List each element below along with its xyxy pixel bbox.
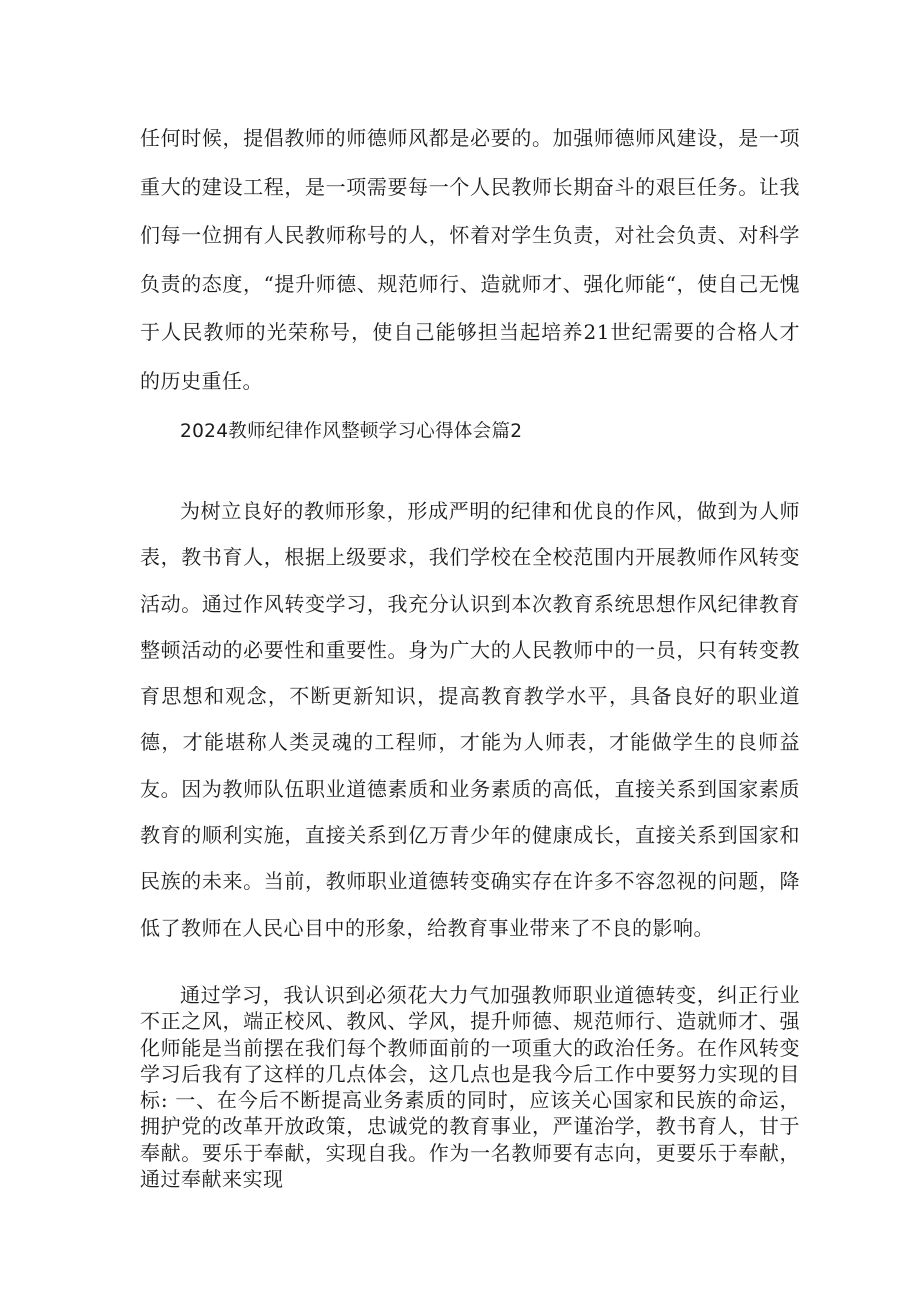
- paragraph-1: 任何时候，提倡教师的师德师风都是必要的。加强师德师风建设，是一项重大的建设工程，是一项需要每一个人民教师长期奋斗的艰巨任务。让我们每一位拥有人民教师称号的人，怀着对学生负责，对社会负责、对科学负责的态度，“提升师德、规范师行、造就师才、强化师能“，使自己无愧于人民教师的光荣称号，使自己能够担当起培养21世纪需要的合格人才的历史重任。: [140, 126, 800, 393]
- paragraph-2: 为树立良好的教师形象，形成严明的纪律和优良的作风，做到为人师表，教书育人，根据上级要求，我们学校在全校范围内开展教师作风转变活动。通过作风转变学习，我充分认识到本次教育系统思想作风纪律教育整顿活动的必要性和重要性。身为广大的人民教师中的一员，只有转变教育思想和观念，不断更新知识，提高教育教学水平，具备良好的职业道德，才能堪称人类灵魂的工程师，才能为人师表，才能做学生的良师益友。因为教师队伍职业道德素质和业务素质的高低，直接关系到国家素质教育的顺利实施，直接关系到亿万青少年的健康成长，直接关系到国家和民族的未来。当前，教师职业道德转变确实存在许多不容忽视的问题，降低了教师在人民心目中的形象，给教育事业带来了不良的影响。: [140, 499, 800, 940]
- section-heading: 2024教师纪律作风整顿学习心得体会篇2: [180, 421, 523, 442]
- paragraph-3: 通过学习，我认识到必须花大力气加强教师职业道德转变，纠正行业不正之风，端正校风、教风、学风，提升师德、规范师行、造就师才、强化师能是当前摆在我们每个教师面前的一项重大的政治任务。在作风转变学习后我有了这样的几点体会，这几点也是我今后工作中要努力实现的目标: 一、在今后不断提高业务素质的同时，应该关心国家和民族的命运，拥护党的改革开放政策，忠诚党的教育事业，严谨治学，教书育人，甘于奉献。要乐于奉献，实现自我。作为一名教师要有志向，更要乐于奉献，通过奉献来实现: [140, 983, 800, 1192]
